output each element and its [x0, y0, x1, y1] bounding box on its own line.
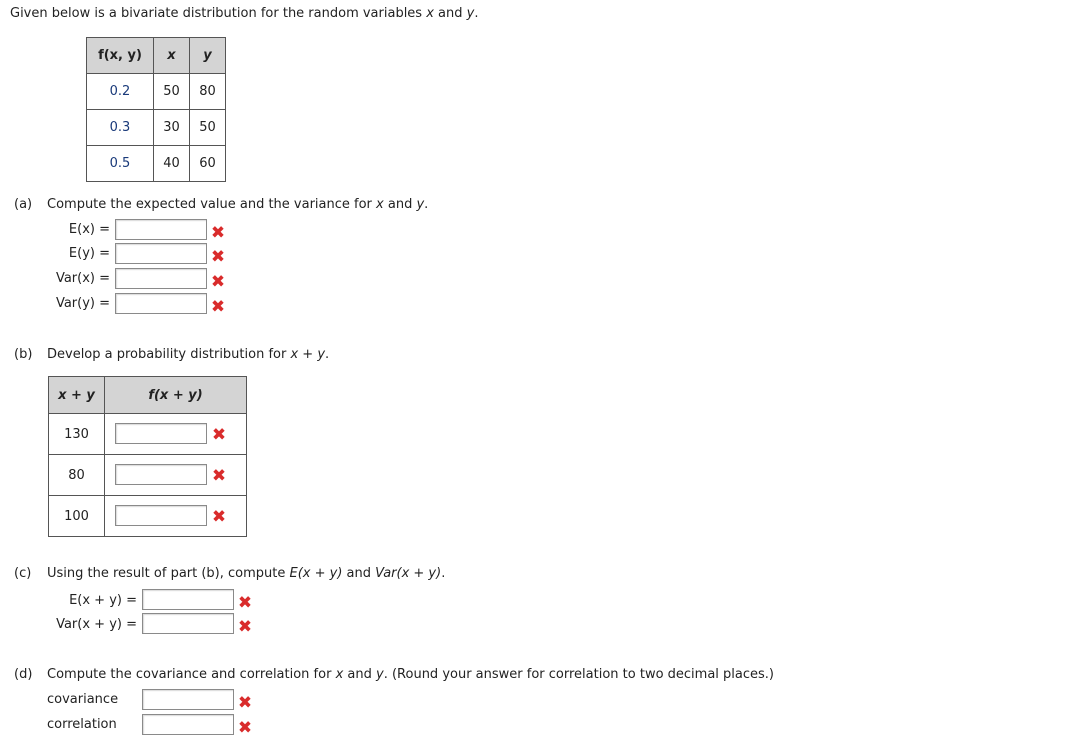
part-a-text: [47, 197, 428, 212]
table-row: [49, 414, 247, 455]
part-b-period: .: [325, 347, 330, 362]
cell-y: 50: [190, 110, 226, 146]
covariance-input[interactable]: [142, 689, 234, 710]
f-130-input[interactable]: [115, 423, 207, 444]
part-a-text-part: Compute the expected value and the variance for: [47, 197, 377, 212]
incorrect-x-icon: ✖: [237, 693, 253, 713]
part-c-text-part: Using the result of part (b), compute: [47, 566, 290, 581]
cell-f-sum: [105, 455, 247, 496]
incorrect-x-icon: ✖: [210, 272, 226, 292]
e-sum-label: E(x + y) =: [69, 593, 137, 608]
part-d-text: [47, 667, 774, 682]
var-y: y: [416, 197, 425, 212]
bivariate-header-row: [87, 38, 226, 74]
header-x-plus-y: [49, 377, 105, 414]
header-f-x-plus-y: [105, 377, 247, 414]
header-x-plus-y-text: x + y: [58, 387, 95, 403]
part-c-text: [47, 566, 445, 581]
var-sum-label: Var(x + y) =: [56, 617, 137, 632]
table-row: [87, 110, 226, 146]
part-d-and: and: [343, 667, 377, 682]
intro-period: .: [474, 6, 479, 21]
incorrect-x-icon: ✖: [237, 593, 253, 613]
incorrect-x-icon: ✖: [237, 718, 253, 738]
cell-f-sum: [105, 496, 247, 537]
part-b-label: (b): [14, 347, 33, 362]
cell-y: 80: [190, 74, 226, 110]
cell-prob: 0.5: [87, 146, 154, 182]
part-d-text-rest: . (Round your answer for correlation to two decimal places.): [383, 667, 774, 682]
cell-y: 60: [190, 146, 226, 182]
sum-header-row: [49, 377, 247, 414]
expr-x-plus-y: x + y: [290, 347, 326, 362]
var-y: y: [376, 667, 384, 682]
var-x: x: [335, 667, 344, 682]
intro-text: [10, 6, 479, 21]
cell-sum: 130: [49, 414, 105, 455]
cell-x: 30: [154, 110, 190, 146]
incorrect-x-icon: ✖: [210, 223, 226, 243]
varx-input[interactable]: [115, 268, 207, 289]
ey-input[interactable]: [115, 243, 207, 264]
table-row: [87, 146, 226, 182]
part-d-label: (d): [14, 667, 33, 682]
var-x: x: [426, 6, 434, 21]
e-sum-input[interactable]: [142, 589, 234, 610]
intro-text-part: Given below is a bivariate distribution for the random variables: [10, 6, 427, 21]
correlation-label: correlation: [47, 717, 117, 732]
part-c-label: (c): [14, 566, 32, 581]
ex-label: E(x) =: [68, 222, 110, 237]
incorrect-x-icon: ✖: [211, 466, 227, 486]
part-d-text-part: Compute the covariance and correlation for: [47, 667, 336, 682]
cell-x: 50: [154, 74, 190, 110]
table-row: [49, 496, 247, 537]
var-sum-input[interactable]: [142, 613, 234, 634]
cell-f-sum: [105, 414, 247, 455]
cell-x: 40: [154, 146, 190, 182]
ex-input[interactable]: [115, 219, 207, 240]
cell-prob: 0.3: [87, 110, 154, 146]
part-b-text-part: Develop a probability distribution for: [47, 347, 291, 362]
header-y-text: y: [203, 48, 212, 63]
intro-and: and: [433, 6, 467, 21]
part-a-and: and: [383, 197, 417, 212]
ey-label: E(y) =: [68, 246, 110, 261]
table-row: [49, 455, 247, 496]
part-b-text: [47, 347, 329, 362]
f-80-input[interactable]: [115, 464, 207, 485]
bivariate-table: [86, 37, 226, 182]
incorrect-x-icon: ✖: [211, 425, 227, 445]
part-c-and: and: [342, 566, 376, 581]
cell-prob: 0.2: [87, 74, 154, 110]
incorrect-x-icon: ✖: [210, 297, 226, 317]
header-x-text: x: [167, 48, 176, 63]
vary-label: Var(y) =: [55, 296, 110, 311]
vary-input[interactable]: [115, 293, 207, 314]
header-x: [154, 38, 190, 74]
expr-var-x-plus-y: Var(x + y): [375, 566, 442, 581]
part-a-period: .: [424, 197, 429, 212]
expr-e-x-plus-y: E(x + y): [289, 566, 343, 581]
cell-sum: 80: [49, 455, 105, 496]
var-x: x: [376, 197, 384, 212]
cell-sum: 100: [49, 496, 105, 537]
sum-distribution-table: [48, 376, 247, 537]
header-fxy: f(x, y): [87, 38, 154, 74]
incorrect-x-icon: ✖: [237, 617, 253, 637]
incorrect-x-icon: ✖: [211, 507, 227, 527]
part-a-label: (a): [14, 197, 33, 212]
covariance-label: covariance: [47, 692, 119, 707]
table-row: [87, 74, 226, 110]
f-100-input[interactable]: [115, 505, 207, 526]
part-c-period: .: [441, 566, 446, 581]
var-y: y: [466, 6, 475, 21]
varx-label: Var(x) =: [55, 271, 110, 286]
header-f-x-plus-y-text: f(x + y): [148, 387, 203, 403]
correlation-input[interactable]: [142, 714, 234, 735]
header-y: [190, 38, 226, 74]
incorrect-x-icon: ✖: [210, 247, 226, 267]
